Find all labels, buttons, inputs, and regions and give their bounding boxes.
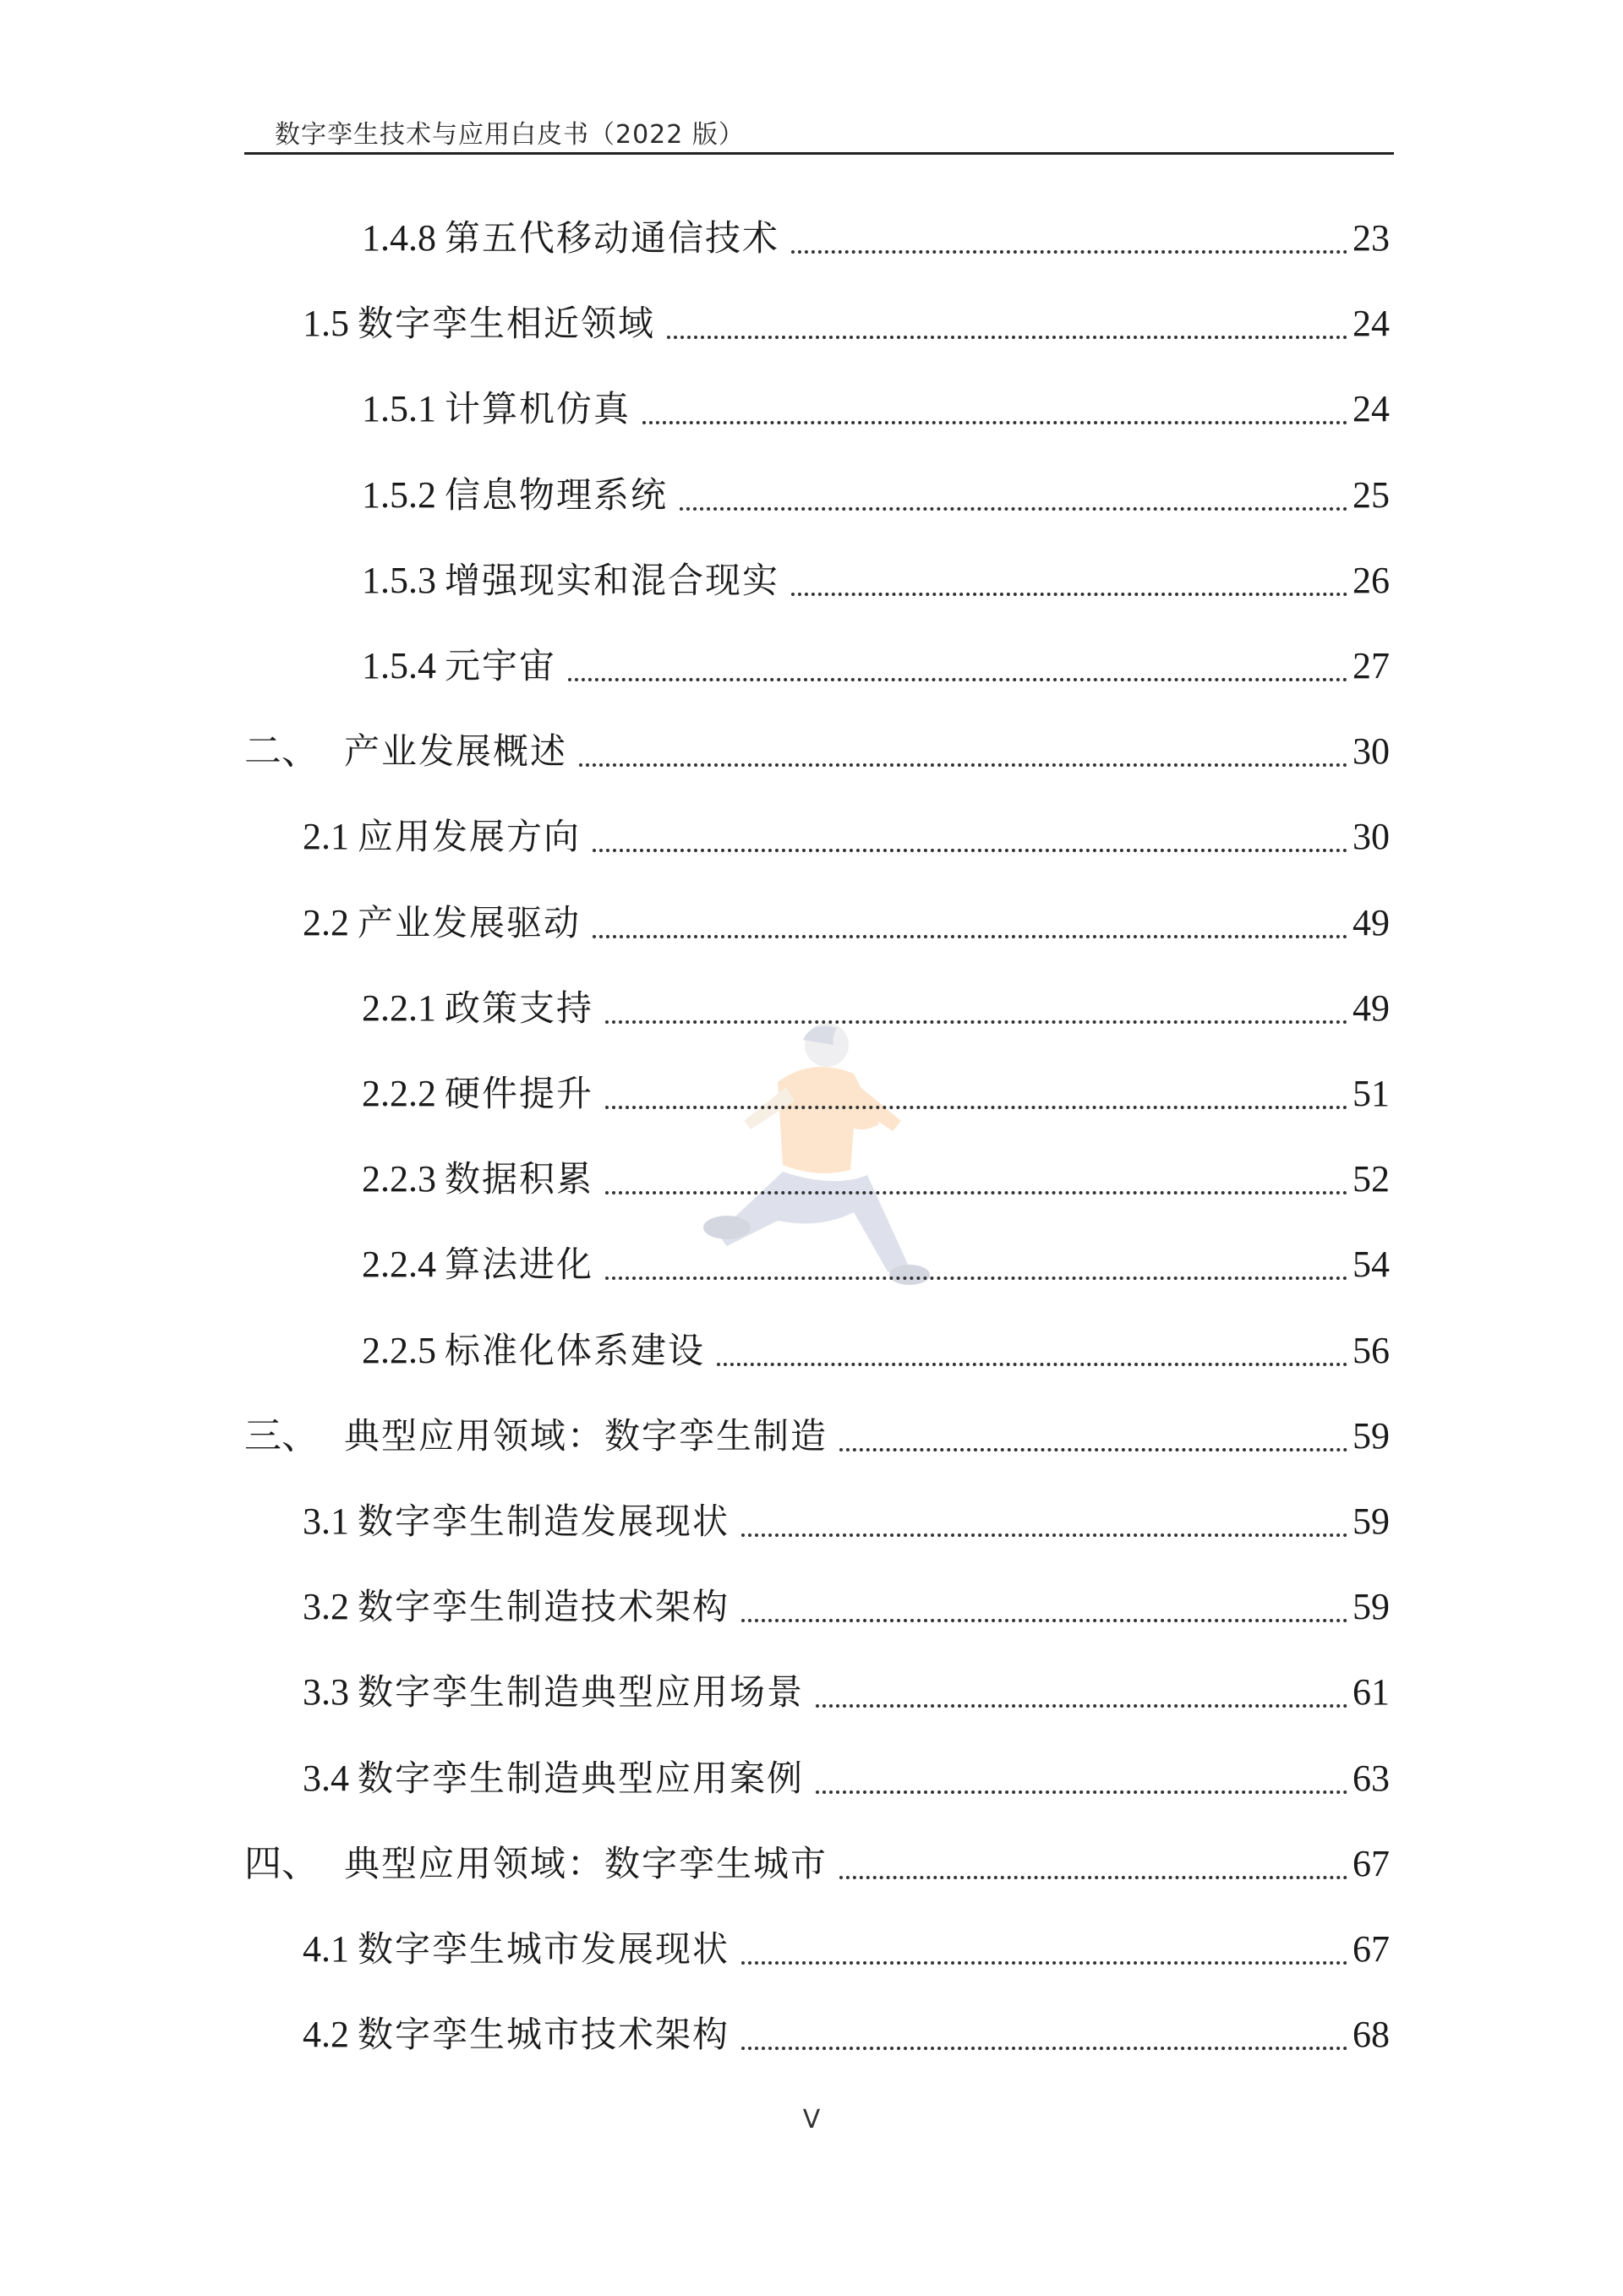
toc-entry-number: 2.2.2 xyxy=(362,1073,436,1114)
dot-leader xyxy=(791,250,1347,254)
toc-entry-page-number: 59 xyxy=(1352,1501,1390,1542)
toc-entry-page-number: 67 xyxy=(1352,1843,1390,1884)
dot-leader xyxy=(839,1448,1347,1451)
toc-entry[interactable] xyxy=(303,2011,1390,2058)
toc-entry-title: 计算机仿真 xyxy=(445,388,631,429)
toc-entry-title: 数字孪生制造发展现状 xyxy=(358,1501,730,1542)
toc-entry-page-number: 26 xyxy=(1352,560,1390,601)
toc-entry-page-number: 30 xyxy=(1352,816,1390,857)
toc-entry[interactable] xyxy=(303,1926,1390,1973)
toc-entry-number: 3.4 xyxy=(303,1758,349,1799)
toc-entry-number: 1.5.3 xyxy=(362,560,436,601)
toc-entry-page-number: 56 xyxy=(1352,1330,1390,1371)
toc-entry-page-number: 27 xyxy=(1352,645,1390,686)
toc-entry-number: 2.2.4 xyxy=(362,1244,436,1285)
toc-entry-title: 第五代移动通信技术 xyxy=(445,217,780,259)
toc-entry-number: 1.5.4 xyxy=(362,645,436,686)
dot-leader xyxy=(816,1790,1347,1794)
toc-entry-number: 1.5.2 xyxy=(362,474,436,516)
toc-entry-title: 数字孪生制造技术架构 xyxy=(358,1586,730,1627)
toc-entry-number: 二、 xyxy=(244,730,319,772)
toc-entry[interactable] xyxy=(362,472,1390,519)
toc-entry-title: 典型应用领域：数字孪生制造 xyxy=(344,1415,828,1457)
toc-entry-page-number: 63 xyxy=(1352,1758,1390,1799)
dot-leader xyxy=(568,678,1347,681)
dot-leader xyxy=(642,421,1347,424)
toc-entry[interactable] xyxy=(362,642,1390,690)
toc-entry-page-number: 24 xyxy=(1352,303,1390,344)
toc-entry-title: 信息物理系统 xyxy=(445,474,669,516)
toc-entry-page-number: 49 xyxy=(1352,902,1390,943)
toc-entry-page-number: 59 xyxy=(1352,1586,1390,1627)
document-title: 数字孪生技术与应用白皮书（2022 版） xyxy=(275,120,745,150)
toc-entry-number: 三、 xyxy=(244,1415,319,1457)
toc-entry-number: 1.5.1 xyxy=(362,388,436,429)
toc-entry-number: 2.1 xyxy=(303,816,349,857)
dot-leader xyxy=(680,507,1347,511)
toc-entry[interactable] xyxy=(362,985,1390,1032)
dot-leader xyxy=(605,1191,1347,1194)
toc-entry-title: 应用发展方向 xyxy=(358,816,582,857)
toc-entry-title: 数字孪生相近领域 xyxy=(358,303,656,344)
toc-entry[interactable] xyxy=(362,1241,1390,1288)
toc-entry-page-number: 67 xyxy=(1352,1928,1390,1970)
toc-entry[interactable] xyxy=(362,1156,1390,1203)
toc-entry-page-number: 51 xyxy=(1352,1073,1390,1114)
toc-entry-page-number: 52 xyxy=(1352,1158,1390,1200)
dot-leader xyxy=(741,1961,1347,1965)
toc-entry-page-number: 24 xyxy=(1352,388,1390,429)
toc-entry-title: 数据积累 xyxy=(445,1158,594,1200)
toc-entry-number: 四、 xyxy=(244,1843,319,1884)
dot-leader xyxy=(605,1276,1347,1280)
page-number: V xyxy=(802,2105,821,2135)
toc-entry-title: 元宇宙 xyxy=(445,645,557,686)
toc-entry-title: 政策支持 xyxy=(445,987,594,1029)
toc-entry[interactable] xyxy=(362,1070,1390,1118)
toc-entry[interactable] xyxy=(362,385,1390,433)
toc-entry[interactable] xyxy=(244,1413,1390,1460)
toc-entry-number: 4.2 xyxy=(303,2014,349,2055)
toc-entry[interactable] xyxy=(303,300,1390,347)
toc-entry[interactable] xyxy=(362,1327,1390,1375)
toc-entry[interactable] xyxy=(244,728,1390,775)
toc-entry-number: 3.3 xyxy=(303,1671,349,1713)
toc-entry-page-number: 59 xyxy=(1352,1415,1390,1457)
dot-leader xyxy=(791,593,1347,596)
toc-entry-number: 3.1 xyxy=(303,1501,349,1542)
toc-entry-title: 典型应用领域：数字孪生城市 xyxy=(344,1843,828,1884)
toc-entry-number: 2.2.5 xyxy=(362,1330,436,1371)
dot-leader xyxy=(741,1533,1347,1537)
dot-leader xyxy=(593,849,1347,852)
toc-entry-title: 数字孪生城市技术架构 xyxy=(358,2014,730,2055)
toc-entry[interactable] xyxy=(303,899,1390,947)
toc-entry-number: 1.5 xyxy=(303,303,349,344)
toc-entry[interactable] xyxy=(244,1840,1390,1888)
toc-entry-page-number: 23 xyxy=(1352,217,1390,259)
toc-entry-number: 2.2.1 xyxy=(362,987,436,1029)
toc-entry[interactable] xyxy=(303,1498,1390,1545)
toc-entry-title: 硬件提升 xyxy=(445,1073,594,1114)
dot-leader xyxy=(579,763,1347,767)
toc-entry[interactable] xyxy=(303,1669,1390,1716)
toc-entry-page-number: 54 xyxy=(1352,1244,1390,1285)
toc-entry-title: 产业发展驱动 xyxy=(358,902,582,943)
dot-leader xyxy=(667,336,1347,339)
toc-entry-number: 2.2 xyxy=(303,902,349,943)
toc-entry-title: 增强现实和混合现实 xyxy=(445,560,780,601)
toc-entry-page-number: 68 xyxy=(1352,2014,1390,2055)
dot-leader xyxy=(605,1106,1347,1109)
toc-entry-number: 2.2.3 xyxy=(362,1158,436,1200)
dot-leader xyxy=(741,2047,1347,2050)
toc-entry-title: 算法进化 xyxy=(445,1244,594,1285)
toc-entry-page-number: 30 xyxy=(1352,730,1390,772)
dot-leader xyxy=(717,1363,1347,1366)
toc-entry[interactable] xyxy=(303,1583,1390,1631)
toc-entry[interactable] xyxy=(303,813,1390,861)
toc-entry[interactable] xyxy=(362,557,1390,604)
dot-leader xyxy=(741,1619,1347,1622)
toc-entry-title: 产业发展概述 xyxy=(344,730,568,772)
toc-entry[interactable] xyxy=(362,215,1390,262)
toc-entry-title: 数字孪生城市发展现状 xyxy=(358,1928,730,1970)
toc-entry-number: 1.4.8 xyxy=(362,217,436,259)
dot-leader xyxy=(593,935,1347,938)
toc-entry-number: 3.2 xyxy=(303,1586,349,1627)
toc-entry-page-number: 25 xyxy=(1352,474,1390,516)
toc-entry-page-number: 61 xyxy=(1352,1671,1390,1713)
toc-entry-title: 标准化体系建设 xyxy=(445,1330,706,1371)
dot-leader xyxy=(839,1876,1347,1879)
toc-entry-number: 4.1 xyxy=(303,1928,349,1970)
dot-leader xyxy=(816,1704,1347,1708)
toc-entry-title: 数字孪生制造典型应用案例 xyxy=(358,1758,805,1799)
toc-entry-title: 数字孪生制造典型应用场景 xyxy=(358,1671,805,1713)
toc-entry[interactable] xyxy=(303,1755,1390,1802)
toc-entry-page-number: 49 xyxy=(1352,987,1390,1029)
dot-leader xyxy=(605,1020,1347,1024)
